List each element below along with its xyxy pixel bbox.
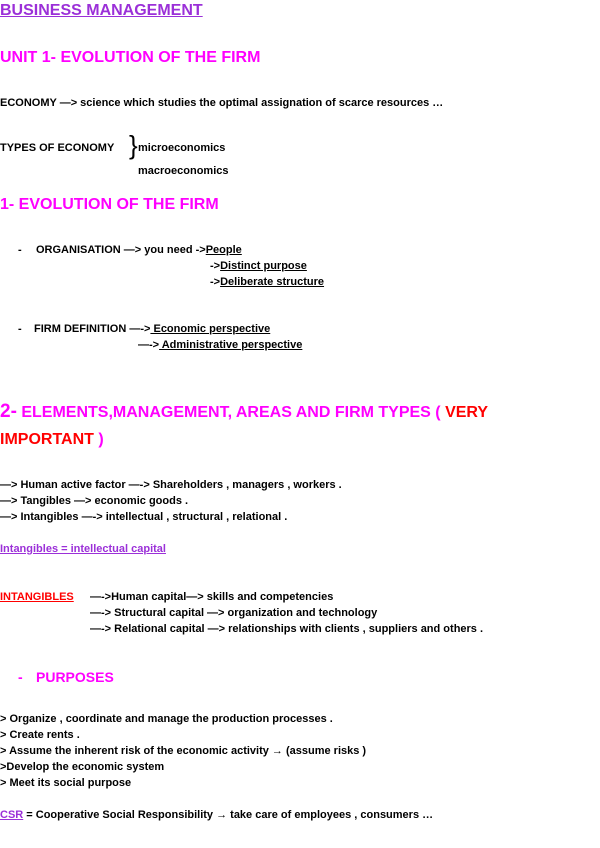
unit-heading: UNIT 1- EVOLUTION OF THE FIRM <box>0 49 261 66</box>
purposes-heading: PURPOSES <box>36 669 114 685</box>
element-intangibles: —> Intangibles —-> intellectual , structural , relational . <box>0 511 288 523</box>
arrow-text: -> <box>210 260 221 272</box>
intangibles-human-capital: —->Human capital—> skills and competencies <box>90 591 334 603</box>
intangibles-relational-capital: —-> Relational capital —> relationships with clients , suppliers and others . <box>90 623 484 635</box>
csr-definition: = Cooperative Social Responsibility → take care of employees , consumers … <box>23 809 434 821</box>
type-microeconomics: microeconomics <box>138 142 226 154</box>
purpose-item: > Assume the inherent risk of the economic activity → (assume risks ) <box>0 745 367 757</box>
section-2-heading <box>0 398 488 427</box>
economy-definition: ECONOMY —> science which studies the optimal assignation of scarce resources … <box>0 97 444 109</box>
arrow-text: —-> <box>138 339 160 351</box>
organisation-item-row <box>210 275 324 289</box>
csr-line <box>0 808 433 822</box>
section-2-very: VERY <box>440 404 489 421</box>
bullet: - <box>18 244 22 256</box>
purpose-item: > Create rents . <box>0 729 80 741</box>
firm-definition-lead-text: FIRM DEFINITION —-> <box>34 323 151 335</box>
section-2-important: IMPORTANT <box>0 431 94 448</box>
section-2-paren: ) <box>93 431 104 448</box>
organisation-item-distinct-purpose: Distinct purpose <box>220 260 307 272</box>
purpose-item: >Develop the economic system <box>0 761 165 773</box>
section-2-number: 2- <box>0 401 17 422</box>
purpose-item: > Meet its social purpose <box>0 777 132 789</box>
intangibles-link[interactable]: Intangibles = intellectual capital <box>0 543 166 555</box>
section-2-heading-text: ELEMENTS,MANAGEMENT, AREAS AND FIRM TYPES ( <box>16 404 441 421</box>
organisation-item-row <box>210 259 307 273</box>
element-human-factor: —> Human active factor —-> Shareholders , managers , workers . <box>0 479 342 491</box>
organisation-lead <box>36 243 242 257</box>
types-of-economy-label: TYPES OF ECONOMY <box>0 142 115 154</box>
section-2-heading-line2 <box>0 426 104 454</box>
firm-definition-row <box>138 338 302 352</box>
firm-definition-lead <box>34 322 270 336</box>
organisation-item-people: People <box>205 244 242 256</box>
intangibles-structural-capital: —-> Structural capital —> organization and technology <box>90 607 378 619</box>
firm-administrative-perspective: Administrative perspective <box>159 339 303 351</box>
element-tangibles: —> Tangibles —> economic goods . <box>0 495 189 507</box>
organisation-item-deliberate-structure: Deliberate structure <box>220 276 325 288</box>
bullet: - <box>18 323 22 335</box>
purpose-item: > Organize , coordinate and manage the production processes . <box>0 713 333 725</box>
firm-economic-perspective: Economic perspective <box>150 323 271 335</box>
csr-link[interactable]: CSR <box>0 809 24 821</box>
bullet: - <box>18 669 23 685</box>
section-1-heading: 1- EVOLUTION OF THE FIRM <box>0 196 219 213</box>
intangibles-label: INTANGIBLES <box>0 591 74 603</box>
document-title: BUSINESS MANAGEMENT <box>0 2 203 19</box>
type-macroeconomics: macroeconomics <box>138 165 229 177</box>
organisation-lead-text: ORGANISATION —> you need -> <box>36 244 206 256</box>
brace-symbol: } <box>129 130 138 160</box>
arrow-text: -> <box>210 276 221 288</box>
